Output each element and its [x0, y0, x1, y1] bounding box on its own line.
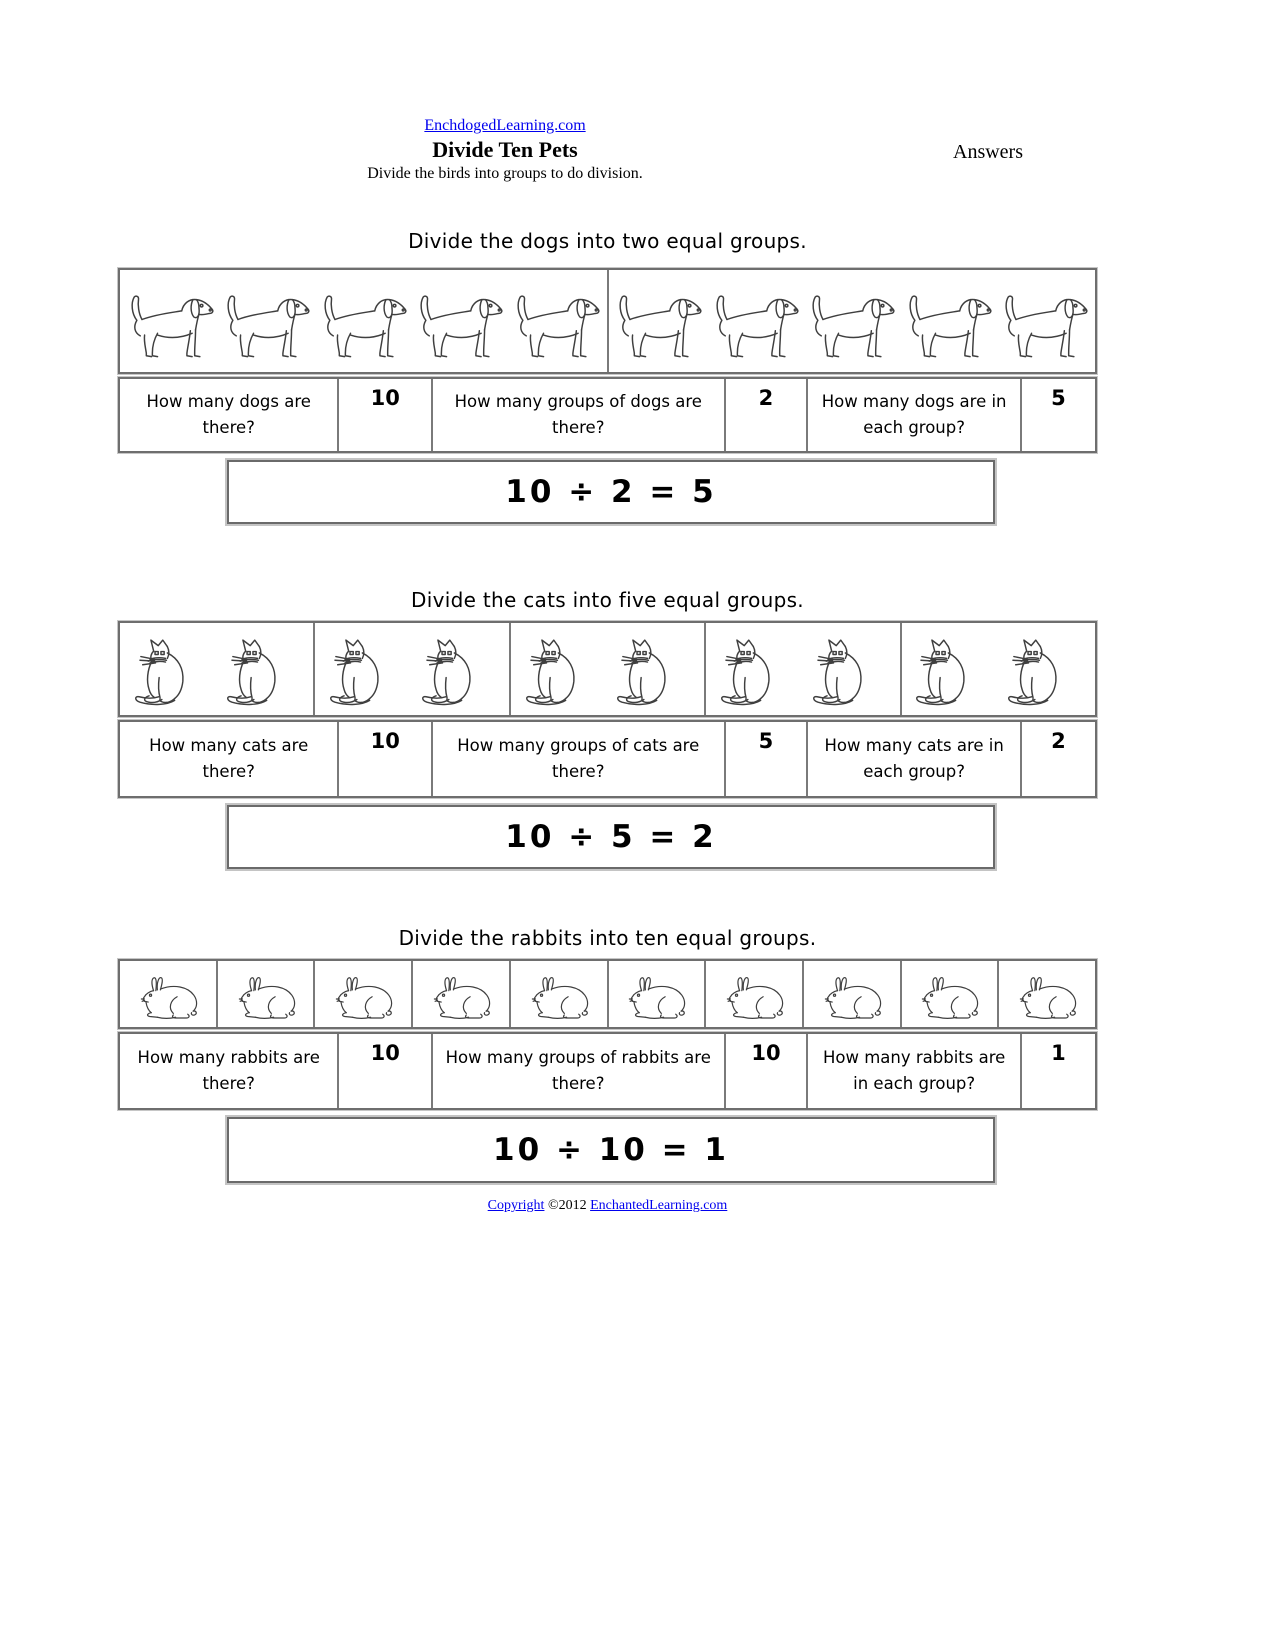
cat-group-cell — [704, 623, 899, 715]
rabbit-group-cell — [411, 961, 509, 1027]
rabbit-icon — [716, 975, 792, 1023]
cat-icon — [807, 635, 891, 711]
dog-icon — [412, 290, 507, 368]
rabbit-group-cell — [997, 961, 1095, 1027]
section-title: Divide the cats into five equal groups. — [411, 588, 804, 612]
cat-icon — [129, 635, 213, 711]
copyright-year: ©2012 — [547, 1198, 587, 1213]
rabbit-icon — [911, 975, 987, 1023]
dog-icon — [997, 290, 1092, 368]
equation-box — [227, 1117, 995, 1183]
cat-group-cell — [509, 623, 704, 715]
page-subtitle: Divide the birds into groups to do division. — [367, 165, 643, 182]
section-title: Divide the dogs into two equal groups. — [408, 229, 807, 253]
equation-text: 10 ÷ 2 = 5 — [505, 474, 717, 510]
rabbit-icon — [325, 975, 401, 1023]
rabbit-icon — [130, 975, 206, 1023]
section-title: Divide the rabbits into ten equal groups. — [398, 926, 817, 950]
answer-cell: 5 — [1020, 379, 1095, 451]
page-title: Divide Ten Pets — [432, 137, 578, 162]
answer-cell: 10 — [337, 379, 431, 451]
copyright-link[interactable]: Copyright — [487, 1198, 545, 1213]
rabbit-group-cell — [216, 961, 314, 1027]
cat-icon — [715, 635, 799, 711]
cat-question-row — [118, 720, 1097, 798]
question-cell: How many groups of dogs are there? — [431, 379, 724, 451]
dog-icon — [804, 290, 899, 368]
question-cell: How many groups of cats are there? — [431, 722, 724, 796]
dog-icon — [316, 290, 411, 368]
question-cell: How many dogs are in each group? — [806, 379, 1020, 451]
rabbit-question-row — [118, 1032, 1097, 1110]
dog-groups-table — [118, 268, 1097, 374]
answer-cell: 5 — [724, 722, 807, 796]
equation-box — [227, 460, 995, 524]
cat-group-cell — [120, 623, 313, 715]
cat-icon — [416, 635, 500, 711]
equation-box — [227, 805, 995, 869]
question-cell: How many rabbits are there? — [137, 1048, 320, 1093]
dog-question-row — [118, 377, 1097, 453]
equation-text: 10 ÷ 10 = 1 — [493, 1132, 729, 1168]
rabbit-group-cell — [704, 961, 802, 1027]
cat-icon — [221, 635, 305, 711]
dog-group-cell — [607, 270, 1096, 372]
answer-cell: 2 — [724, 379, 807, 451]
question-cell: How many cats are in each group? — [806, 722, 1020, 796]
cat-icon — [1002, 635, 1086, 711]
rabbit-group-cell — [900, 961, 998, 1027]
answers-label: Answers — [953, 141, 1023, 163]
rabbit-icon — [618, 975, 694, 1023]
dog-icon — [708, 290, 803, 368]
cat-group-cell — [900, 623, 1095, 715]
section-dogs — [118, 226, 1097, 524]
rabbit-groups-table — [118, 959, 1097, 1029]
footer-site-link[interactable]: EnchantedLearning.com — [590, 1198, 728, 1213]
dog-group-cell — [120, 270, 607, 372]
rabbit-icon — [423, 975, 499, 1023]
cat-icon — [611, 635, 695, 711]
rabbit-icon — [521, 975, 597, 1023]
rabbit-icon — [814, 975, 890, 1023]
dog-icon — [509, 290, 604, 368]
answer-cell: 10 — [337, 1034, 431, 1108]
rabbit-group-cell — [607, 961, 705, 1027]
rabbit-group-cell — [802, 961, 900, 1027]
cat-icon — [520, 635, 604, 711]
rabbit-group-cell — [509, 961, 607, 1027]
footer — [118, 1198, 1097, 1214]
section-rabbits — [118, 923, 1097, 1183]
rabbit-icon — [1009, 975, 1085, 1023]
section-cats — [118, 585, 1097, 869]
rabbit-group-cell — [313, 961, 411, 1027]
site-link[interactable]: EnchdogedLearning.com — [424, 117, 586, 134]
rabbit-icon — [228, 975, 304, 1023]
cat-groups-table — [118, 621, 1097, 717]
answer-cell: 2 — [1020, 722, 1095, 796]
question-cell: How many dogs are there? — [146, 392, 311, 437]
equation-text: 10 ÷ 5 = 2 — [505, 819, 717, 855]
cat-group-cell — [313, 623, 508, 715]
question-cell: How many cats are there? — [149, 736, 309, 781]
dog-icon — [901, 290, 996, 368]
answer-cell: 10 — [337, 722, 431, 796]
answer-cell: 10 — [724, 1034, 807, 1108]
question-cell: How many rabbits are in each group? — [806, 1034, 1020, 1108]
dog-icon — [611, 290, 706, 368]
cat-icon — [324, 635, 408, 711]
header — [280, 117, 730, 183]
cat-icon — [910, 635, 994, 711]
rabbit-group-cell — [120, 961, 216, 1027]
dog-icon — [219, 290, 314, 368]
question-cell: How many groups of rabbits are there? — [431, 1034, 724, 1108]
answer-cell: 1 — [1020, 1034, 1095, 1108]
dog-icon — [123, 290, 218, 368]
